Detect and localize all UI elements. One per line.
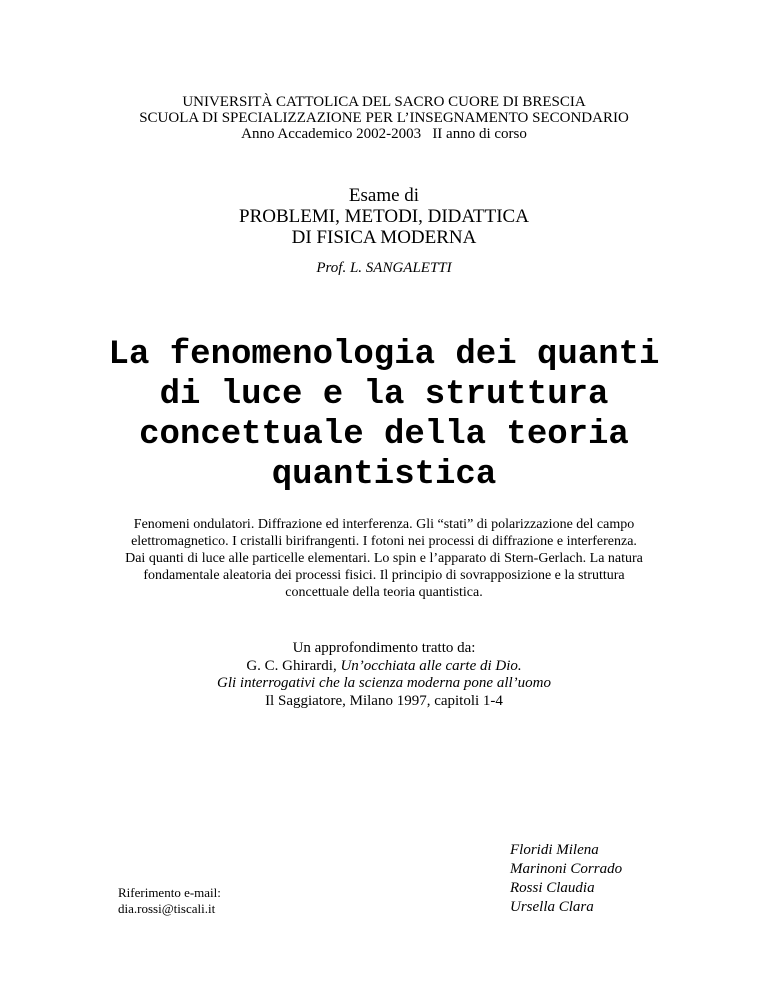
academic-year: Anno Accademico 2002-2003 II anno di corso (241, 126, 527, 142)
author-name: Ursella Clara (510, 899, 594, 915)
university-name: UNIVERSITÀ CATTOLICA DEL SACRO CUORE DI BRESCIA (182, 94, 586, 110)
author-list (510, 841, 622, 917)
title-line4: quantistica (271, 456, 497, 494)
email-label: Riferimento e-mail: (118, 885, 221, 900)
abstract-line3: Dai quanti di luce alle particelle elementari. Lo spin e l’apparato di Stern-Gerlach. La natura (125, 551, 643, 566)
source-author: G. C. Ghirardi, (246, 657, 341, 674)
contact-block (118, 885, 221, 917)
author-name: Marinoni Corrado (510, 861, 623, 877)
exam-subject-line1: PROBLEMI, METODI, DIDATTICA (239, 206, 529, 227)
author-name: Floridi Milena (510, 842, 599, 858)
abstract-line1: Fenomeni ondulatori. Diffrazione ed interferenza. Gli “stati” di polarizzazione del campo (133, 517, 635, 532)
author-name: Rossi Claudia (510, 880, 595, 896)
title-line1: La fenomenologia dei quanti (108, 336, 660, 374)
source-intro: Un approfondimento tratto da: (292, 640, 476, 656)
exam-intro: Esame di (348, 185, 420, 206)
institution-header (0, 94, 768, 142)
source-reference (0, 640, 768, 710)
document-title (0, 335, 768, 495)
school-name: SCUOLA DI SPECIALIZZAZIONE PER L’INSEGNAMENTO SECONDARIO (139, 110, 629, 126)
professor-name: Prof. L. SANGALETTI (316, 260, 452, 276)
title-line2: di luce e la struttura (159, 376, 609, 414)
source-publisher: Il Saggiatore, Milano 1997, capitoli 1-4 (265, 692, 503, 709)
abstract (96, 516, 672, 601)
source-citation (0, 658, 768, 676)
exam-subject-line2: DI FISICA MODERNA (291, 227, 477, 248)
abstract-line5: concettuale della teoria quantistica. (285, 585, 483, 600)
title-line3: concettuale della teoria (139, 416, 629, 454)
source-book-title: Un’occhiata alle carte di Dio. (340, 657, 522, 674)
source-subtitle: Gli interrogativi che la scienza moderna pone all’uomo (217, 675, 551, 691)
email-address[interactable]: dia.rossi@tiscali.it (118, 901, 216, 916)
exam-heading (0, 185, 768, 248)
abstract-line4: fondamentale aleatoria dei processi fisici. Il principio di sovrapposizione e la struttura (143, 568, 625, 583)
abstract-line2: elettromagnetico. I cristalli birifrangenti. I fotoni nei processi di diffrazione e interferenza. (131, 534, 637, 549)
